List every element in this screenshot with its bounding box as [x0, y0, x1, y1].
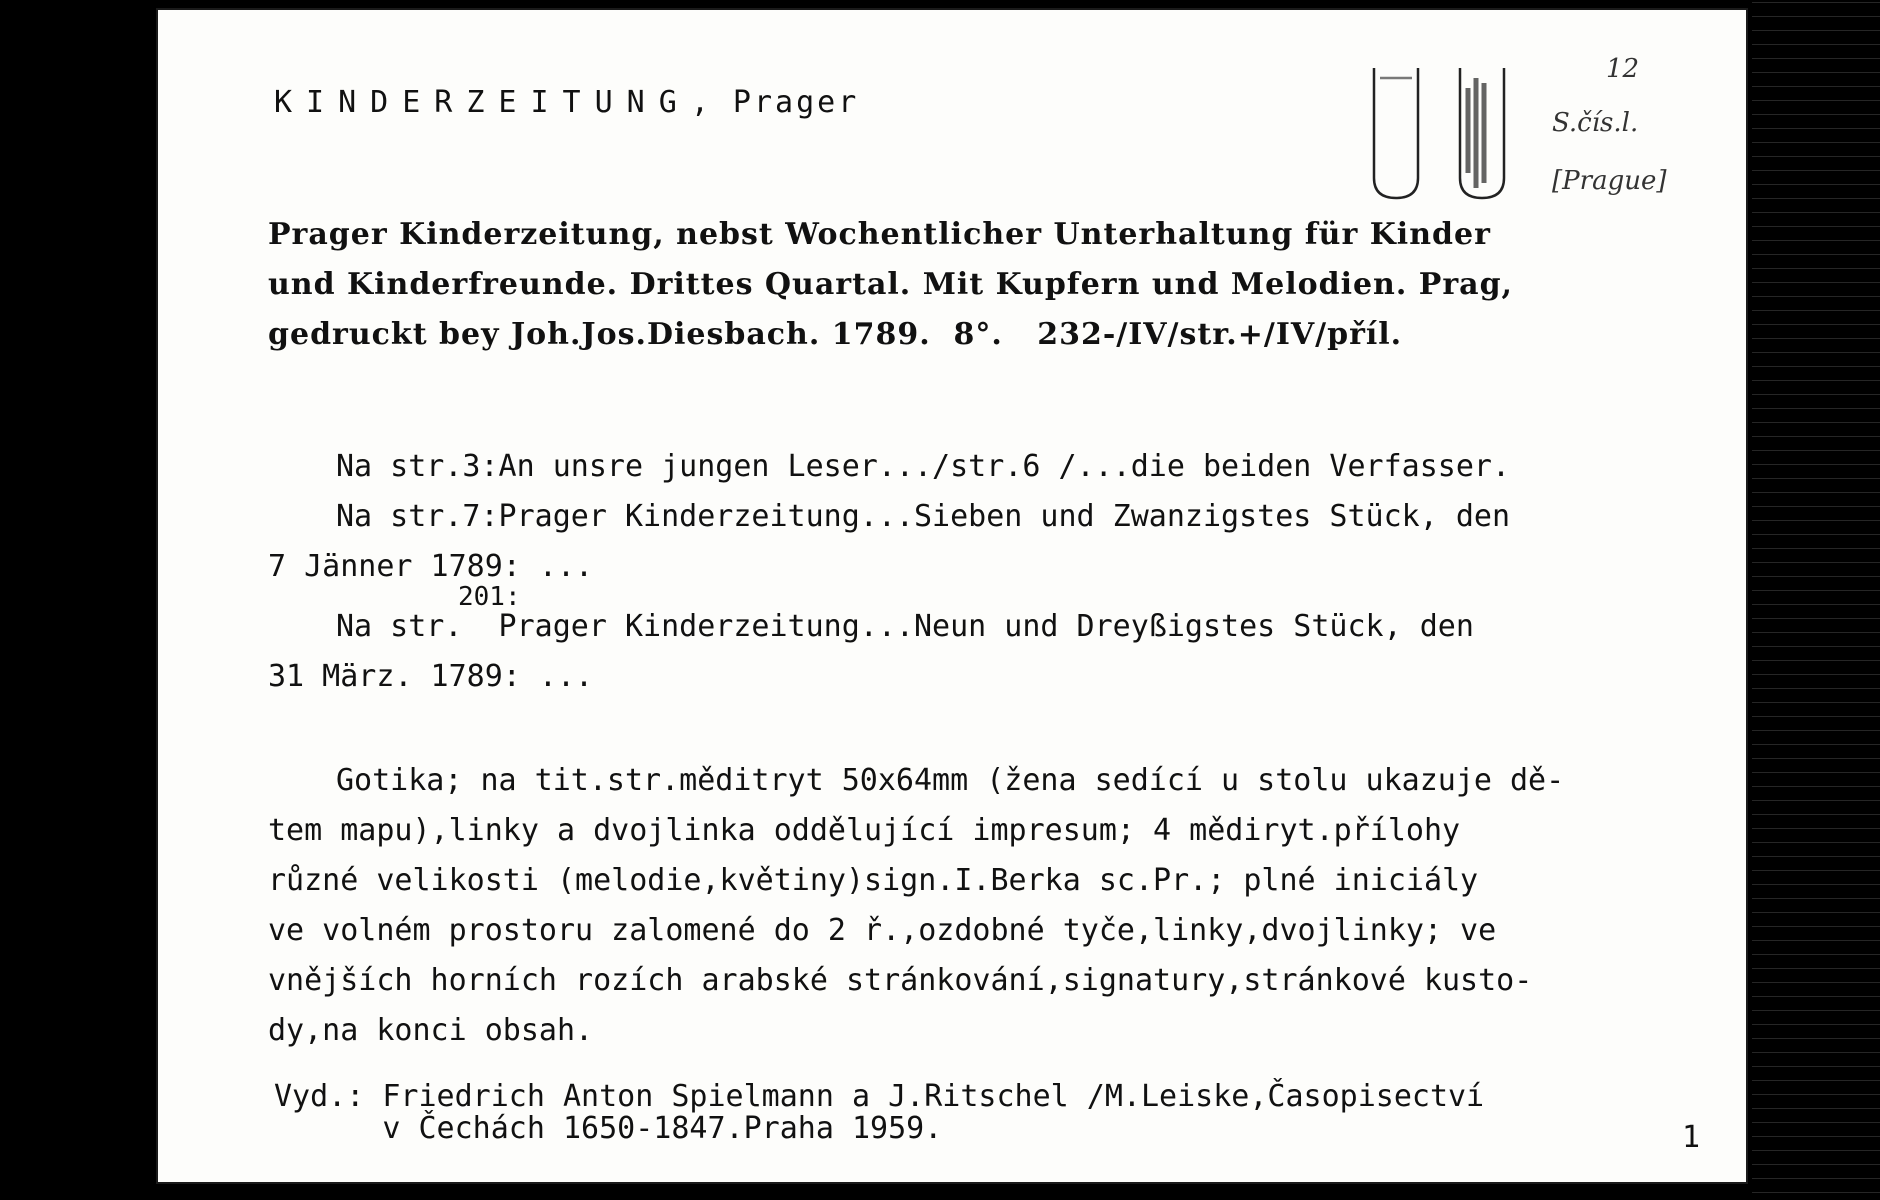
- title-line-3: gedruckt bey Joh.Jos.Diesbach. 1789. 8°. 232-/IV/str.+/IV/příl.: [268, 317, 1403, 352]
- margin-annotations: [1356, 48, 1696, 218]
- heading-word: KINDERZEITUNG: [274, 85, 691, 120]
- card-heading: [274, 85, 860, 120]
- title-line-1: Prager Kinderzeitung, nebst Wochentlicher Unterhaltung für Kinder: [268, 217, 1491, 252]
- handwritten-place-note: [Prague]: [1552, 166, 1667, 196]
- description-line-6: dy,na konci obsah.: [268, 1013, 594, 1048]
- note-line-4: Na str. Prager Kinderzeitung...Neun und Dreyßigstes Stück, den: [336, 609, 1474, 644]
- note-line-1: Na str.3:An unsre jungen Leser.../str.6 /...die beiden Verfasser.: [336, 449, 1510, 484]
- note-line-3: 7 Jänner 1789: ...: [268, 549, 594, 584]
- description-line-2: tem mapu),linky a dvojlinka oddělující impresum; 4 mědiryt.přílohy: [268, 813, 1461, 848]
- catalog-card: [156, 8, 1748, 1184]
- description-line-4: ve volném prostoru zalomené do 2 ř.,ozdobné tyče,linky,dvojlinky; ve: [268, 913, 1497, 948]
- card-page-number: 1: [1681, 1120, 1700, 1155]
- source-line-2: v Čechách 1650-1847.Praha 1959.: [274, 1111, 943, 1146]
- handwritten-number-note: 12: [1606, 54, 1640, 84]
- description-line-3: různé velikosti (melodie,květiny)sign.I.Berka sc.Pr.; plné iniciály: [268, 863, 1479, 898]
- handwritten-signature-note: S.čís.l.: [1552, 108, 1639, 138]
- scan-edge-artifact: [1752, 0, 1880, 1200]
- note-page-number: 201:: [458, 582, 521, 612]
- source-line-1: Vyd.: Friedrich Anton Spielmann a J.Ritschel /M.Leiske,Časopisectví: [274, 1079, 1485, 1114]
- note-line-2: Na str.7:Prager Kinderzeitung...Sieben und Zwanzigstes Stück, den: [336, 499, 1510, 534]
- note-line-5: 31 März. 1789: ...: [268, 659, 594, 694]
- description-line-5: vnějších horních rozích arabské stránkování,signatury,stránkové kusto-: [268, 963, 1533, 998]
- title-line-2: und Kinderfreunde. Drittes Quartal. Mit Kupfern und Melodien. Prag,: [268, 267, 1513, 302]
- heading-suffix: , Prager: [690, 85, 860, 120]
- description-line-1: Gotika; na tit.str.měditryt 50x64mm (žena sedící u stolu ukazuje dě-: [336, 763, 1565, 798]
